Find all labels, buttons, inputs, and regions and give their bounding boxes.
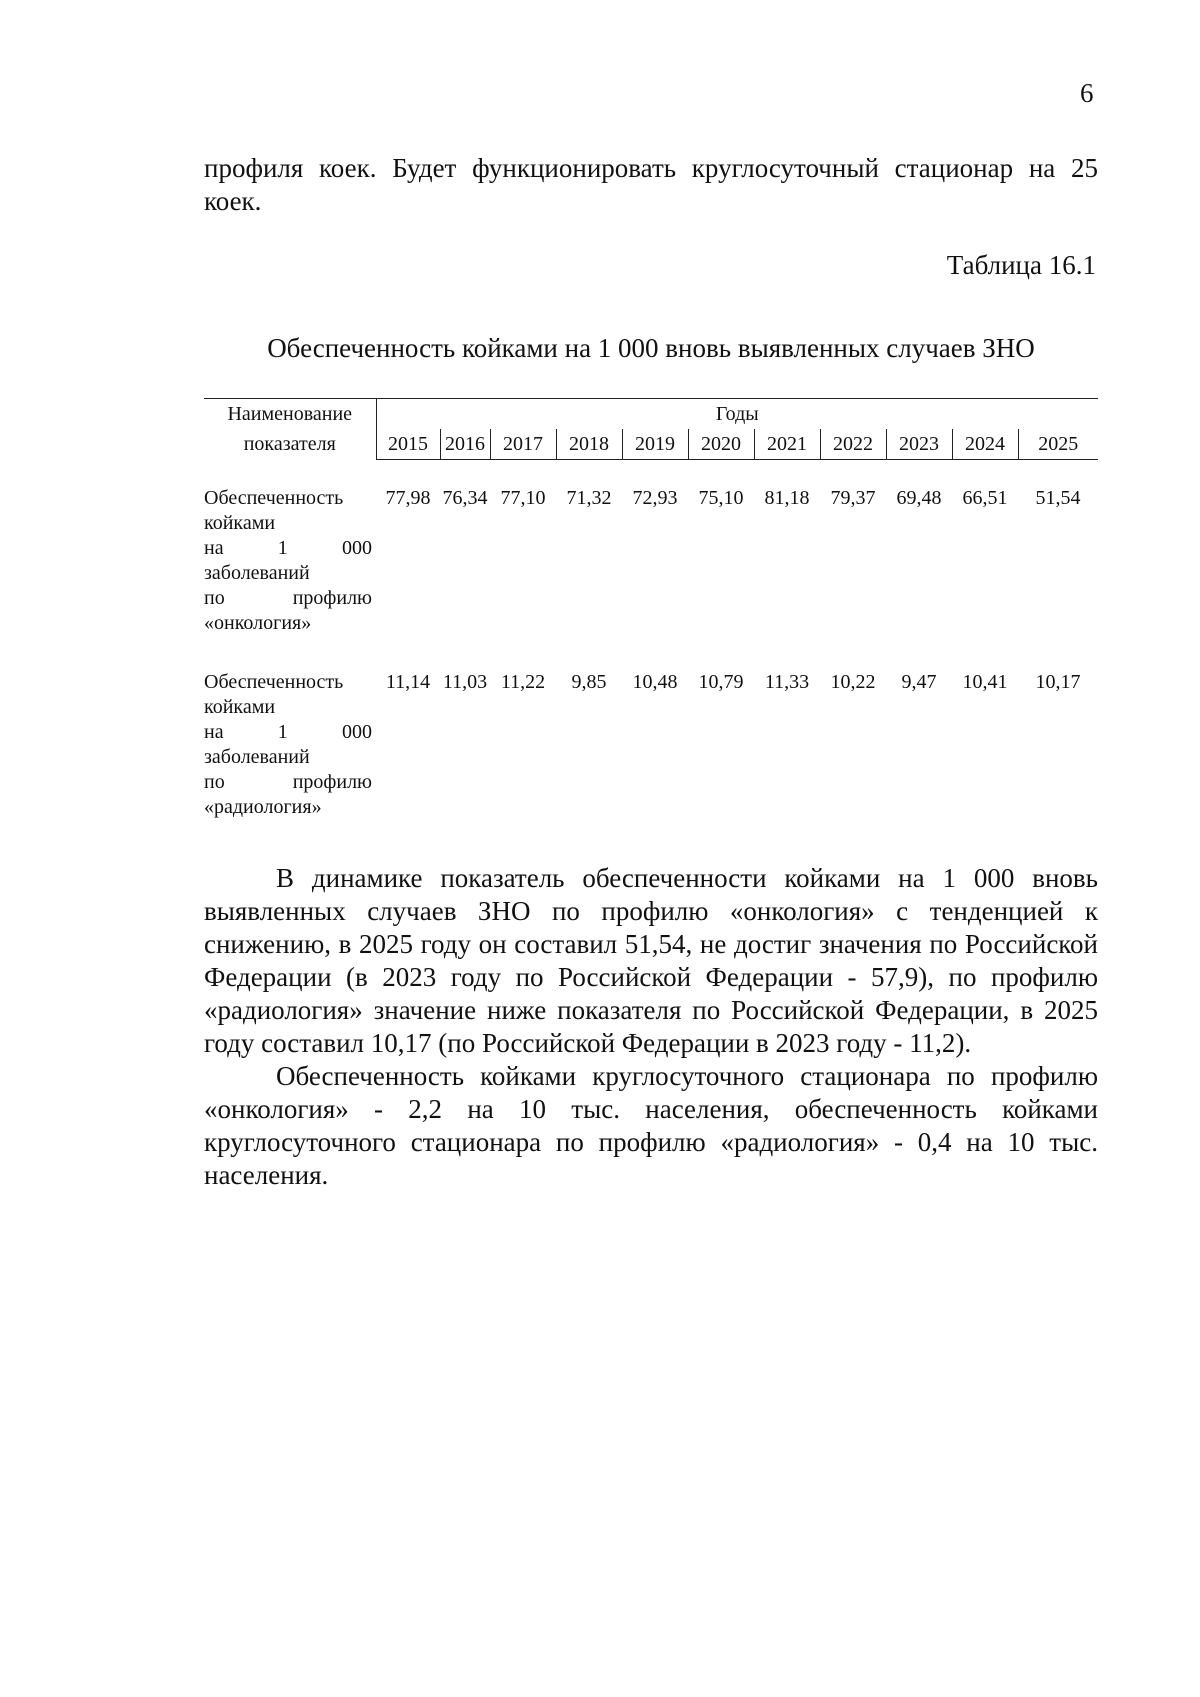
table-cell: 11,22: [500, 671, 546, 693]
table-cell: 11,33: [764, 671, 810, 693]
table-cell: 11,14: [385, 671, 431, 693]
data-table: [204, 398, 1098, 820]
table-cell: 10,48: [632, 671, 678, 693]
table-cell: 9,85: [571, 671, 607, 693]
body-text: [204, 862, 1098, 1192]
year-header: 2025: [1018, 429, 1098, 460]
table-row-radiology: [204, 670, 1098, 820]
table-cell: 77,10: [500, 487, 546, 509]
intro-paragraph: профиля коек. Будет функционировать круглосуточный стационар на 25 коек.: [204, 153, 1098, 216]
table-cell: 72,93: [632, 487, 678, 509]
table-cell: 69,48: [896, 487, 942, 509]
year-header: 2019: [622, 429, 688, 460]
table-cell: 79,37: [830, 487, 876, 509]
table-cell: 71,32: [566, 487, 612, 509]
table-label: Таблица 16.1: [946, 250, 1096, 280]
table-cell: 51,54: [1035, 487, 1081, 509]
table-title: Обеспеченность койками на 1 000 вновь выявленных случаев ЗНО: [267, 333, 1035, 363]
year-header: 2023: [886, 429, 952, 460]
table-cell: 77,98: [385, 487, 431, 509]
table-cell: 10,17: [1035, 671, 1081, 693]
table-cell: 76,34: [442, 487, 488, 509]
row-indicator-name: Обеспеченность койками на 1 000 заболеваний по профилю «онкология»: [204, 487, 372, 634]
table-cell: 9,47: [901, 671, 937, 693]
table-cell: 10,79: [698, 671, 744, 693]
paragraph: Обеспеченность койками круглосуточного стационара по профилю «онкология» - 2,2 на 10 тыс. населения, обеспеченность койками круглосуточного стационара по профилю «радиология» - 0,4 на 10 тыс. населения.: [204, 1061, 1098, 1190]
year-header: 2016: [440, 429, 490, 460]
table-cell: 11,03: [442, 671, 488, 693]
table-row-oncology: [204, 486, 1098, 636]
table-cell: 81,18: [764, 487, 810, 509]
header-indicator-name: Наименование показателя: [204, 399, 376, 460]
year-header: 2021: [754, 429, 820, 460]
table-cell: 10,22: [830, 671, 876, 693]
table-cell: 75,10: [698, 487, 744, 509]
year-header: 2022: [820, 429, 886, 460]
header-years: Годы: [376, 399, 1098, 430]
table-cell: 10,41: [962, 671, 1008, 693]
table-header-row: [204, 399, 1098, 430]
row-indicator-name: Обеспеченность койками на 1 000 заболеваний по профилю «радиология»: [204, 671, 372, 818]
table-cell: 66,51: [962, 487, 1008, 509]
year-header: 2020: [688, 429, 754, 460]
year-header: 2024: [952, 429, 1018, 460]
year-header: 2018: [556, 429, 622, 460]
year-header: 2017: [490, 429, 556, 460]
year-header: 2015: [376, 429, 440, 460]
paragraph: В динамике показатель обеспеченности койками на 1 000 вновь выявленных случаев ЗНО по профилю «онкология» с тенденцией к снижению, в 2025 году он составил 51,54, не достиг значения по Российской Федерации (в 2023 году по Российской Федерации - 57,9), по профилю «радиология» значение ниже показателя по Российской Федерации, в 2025 году составил 10,17 (по Российской Федерации в 2023 году - 11,2).: [204, 863, 1098, 1058]
page-number: 6: [1080, 78, 1094, 108]
